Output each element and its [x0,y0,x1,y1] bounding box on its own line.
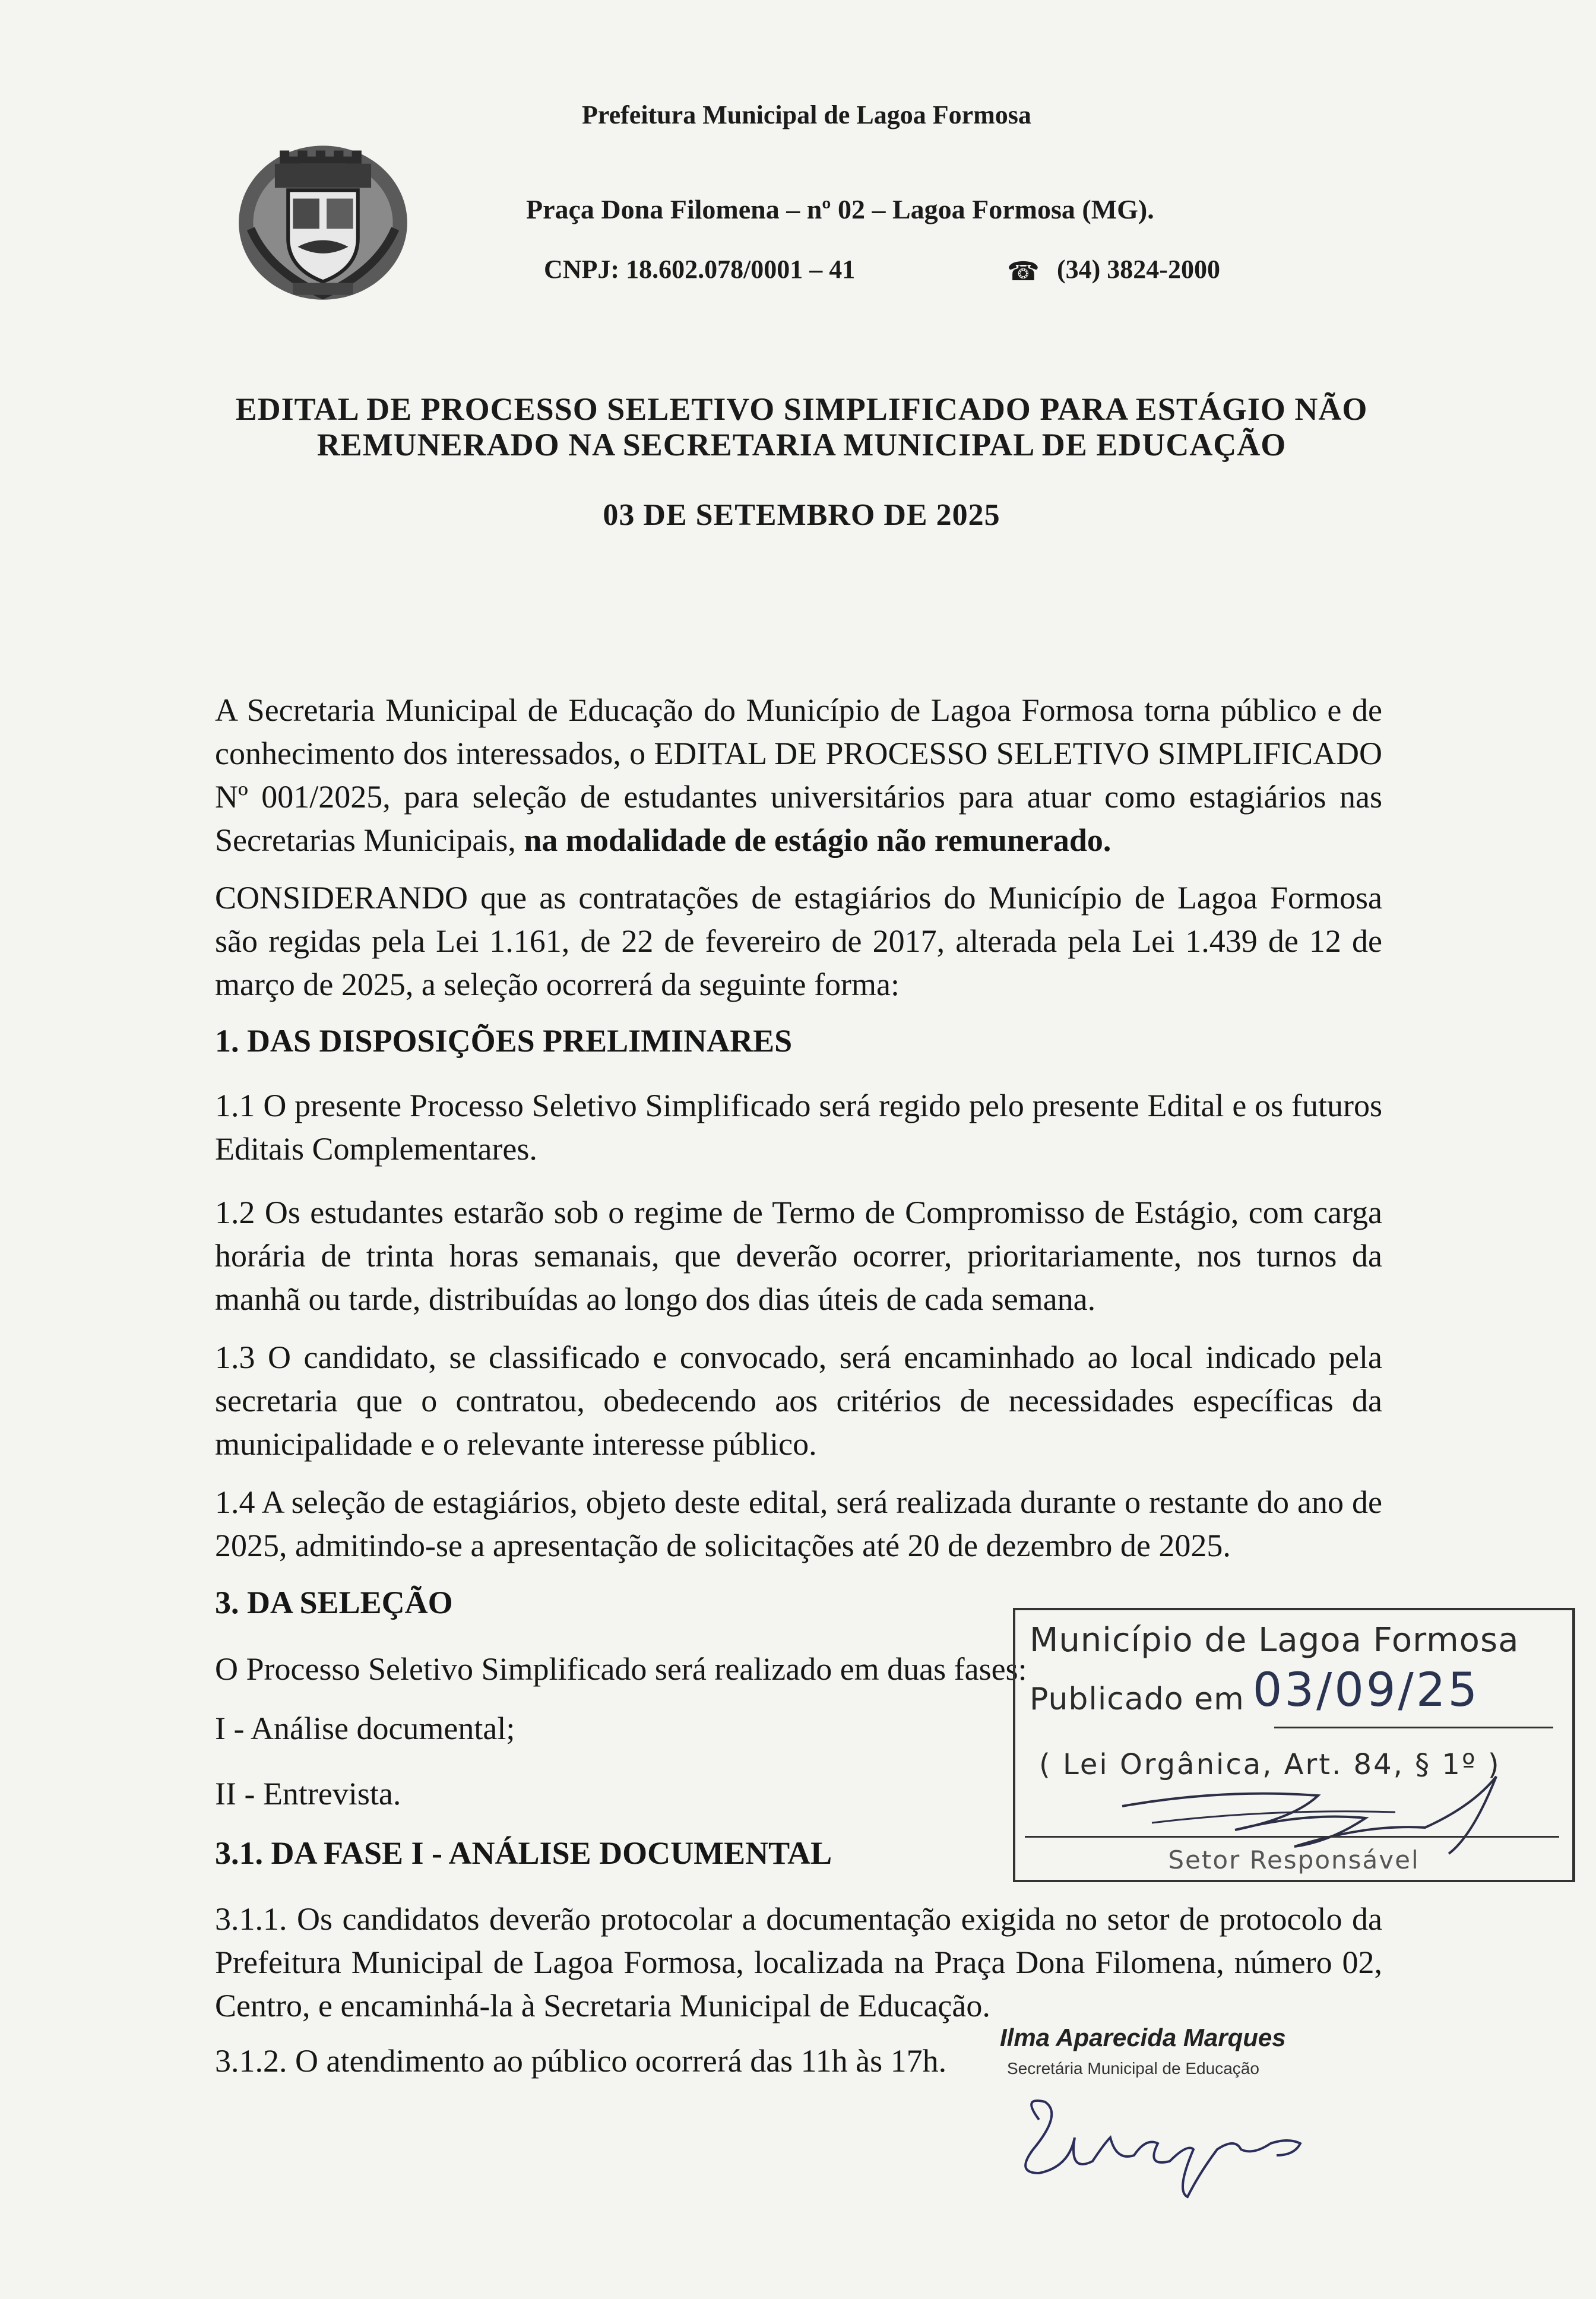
edital-title-line2: REMUNERADO NA SECRETARIA MUNICIPAL DE EDUCAÇÃO [316,427,1287,463]
paragraph-1-2: 1.2 Os estudantes estarão sob o regime de Termo de Compromisso de Estágio, com carga horária de trinta horas semanais, que deverão ocorrer, prioritariamente, nos turnos da manhã ou tarde, distribuídas ao longo dos dias úteis de cada semana. [215,1195,1382,1317]
considerando-paragraph: CONSIDERANDO que as contratações de estagiários do Município de Lagoa Formosa são regidas pela Lei 1.161, de 22 de fevereiro de 2017, alterada pela Lei 1.439 de 12 de março de 2025, a seleção ocorrerá da seguinte forma: [215,880,1382,1002]
paragraph-3-1-2: 3.1.2. O atendimento ao público ocorrerá das 11h às 17h. [215,2043,947,2079]
paragraph-3-1-1: 3.1.1. Os candidatos deverão protocolar a documentação exigida no setor de protocolo da Prefeitura Municipal de Lagoa Formosa, localizada na Praça Dona Filomena, número 02, Centro, e encaminhá-la à Secretaria Municipal de Educação. [215,1901,1382,2024]
signatory-signature [998,2084,1330,2203]
intro-bold-text: na modalidade de estágio não remunerado. [515,822,1112,858]
paragraph-1-1: 1.1 O presente Processo Seletivo Simplificado será regido pelo presente Edital e os futuros Editais Complementares. [215,1088,1382,1167]
section1-title: 1. DAS DISPOSIÇÕES PRELIMINARES [215,1023,793,1059]
org-cnpj: CNPJ: 18.602.078/0001 – 41 [544,255,856,284]
stamp-signature-line [1025,1836,1559,1838]
stamp-law-reference: ( Lei Orgânica, Art. 84, § 1º ) [1039,1748,1501,1781]
paragraph-3-intro: O Processo Seletivo Simplificado será realizado em duas fases: [215,1651,1027,1687]
municipal-crest-icon [233,132,413,308]
stamp-municipality: Município de Lagoa Formosa [1030,1621,1519,1660]
stamp-published-label: Publicado em [1030,1682,1244,1717]
org-address: Praça Dona Filomena – nº 02 – Lagoa Formosa (MG). [526,194,1154,224]
intro-paragraph [215,689,1382,862]
org-phone: (34) 3824-2000 [1057,255,1220,284]
paragraph-1-3: 1.3 O candidato, se classificado e convocado, será encaminhado ao local indicado pela secretaria que o contratou, obedecendo aos critérios de necessidades específicas da municipalidade e o relevante interesse público. [215,1340,1382,1462]
intro-text: A Secretaria Municipal de Educação do Município de Lagoa Formosa torna público e de conhecimento dos interessados, o EDITAL DE PROCESSO SELETIVO SIMPLIFICADO Nº 001/2025, para seleção de estudantes universitários para atuar como estagiários nas Secretarias Municipais, [215,692,1382,858]
telephone-icon: ☎ [1007,257,1040,286]
section3-title: 3. DA SELEÇÃO [215,1585,453,1620]
signatory-role: Secretária Municipal de Educação [1007,2059,1259,2078]
section3-1-title: 3.1. DA FASE I - ANÁLISE DOCUMENTAL [215,1835,832,1871]
stamp-published-line [1030,1664,1480,1721]
stamp-date-underline [1274,1727,1553,1728]
stamp-footer: Setor Responsável [1168,1845,1420,1874]
publication-stamp [1013,1608,1575,1882]
org-name: Prefeitura Municipal de Lagoa Formosa [582,100,1031,129]
phase-1-item: I - Análise documental; [215,1711,515,1746]
signatory-name: Ilma Aparecida Marques [1000,2024,1286,2051]
edital-date: 03 DE SETEMBRO DE 2025 [603,498,1000,532]
stamp-published-date: 03/09/25 [1252,1664,1480,1717]
paragraph-1-4: 1.4 A seleção de estagiários, objeto deste edital, será realizada durante o restante do ano de 2025, admitindo-se a apresentação de solicitações até 20 de dezembro de 2025. [215,1484,1382,1563]
edital-title-line1: EDITAL DE PROCESSO SELETIVO SIMPLIFICADO PARA ESTÁGIO NÃO [235,391,1368,427]
phase-2-item: II - Entrevista. [215,1776,401,1812]
